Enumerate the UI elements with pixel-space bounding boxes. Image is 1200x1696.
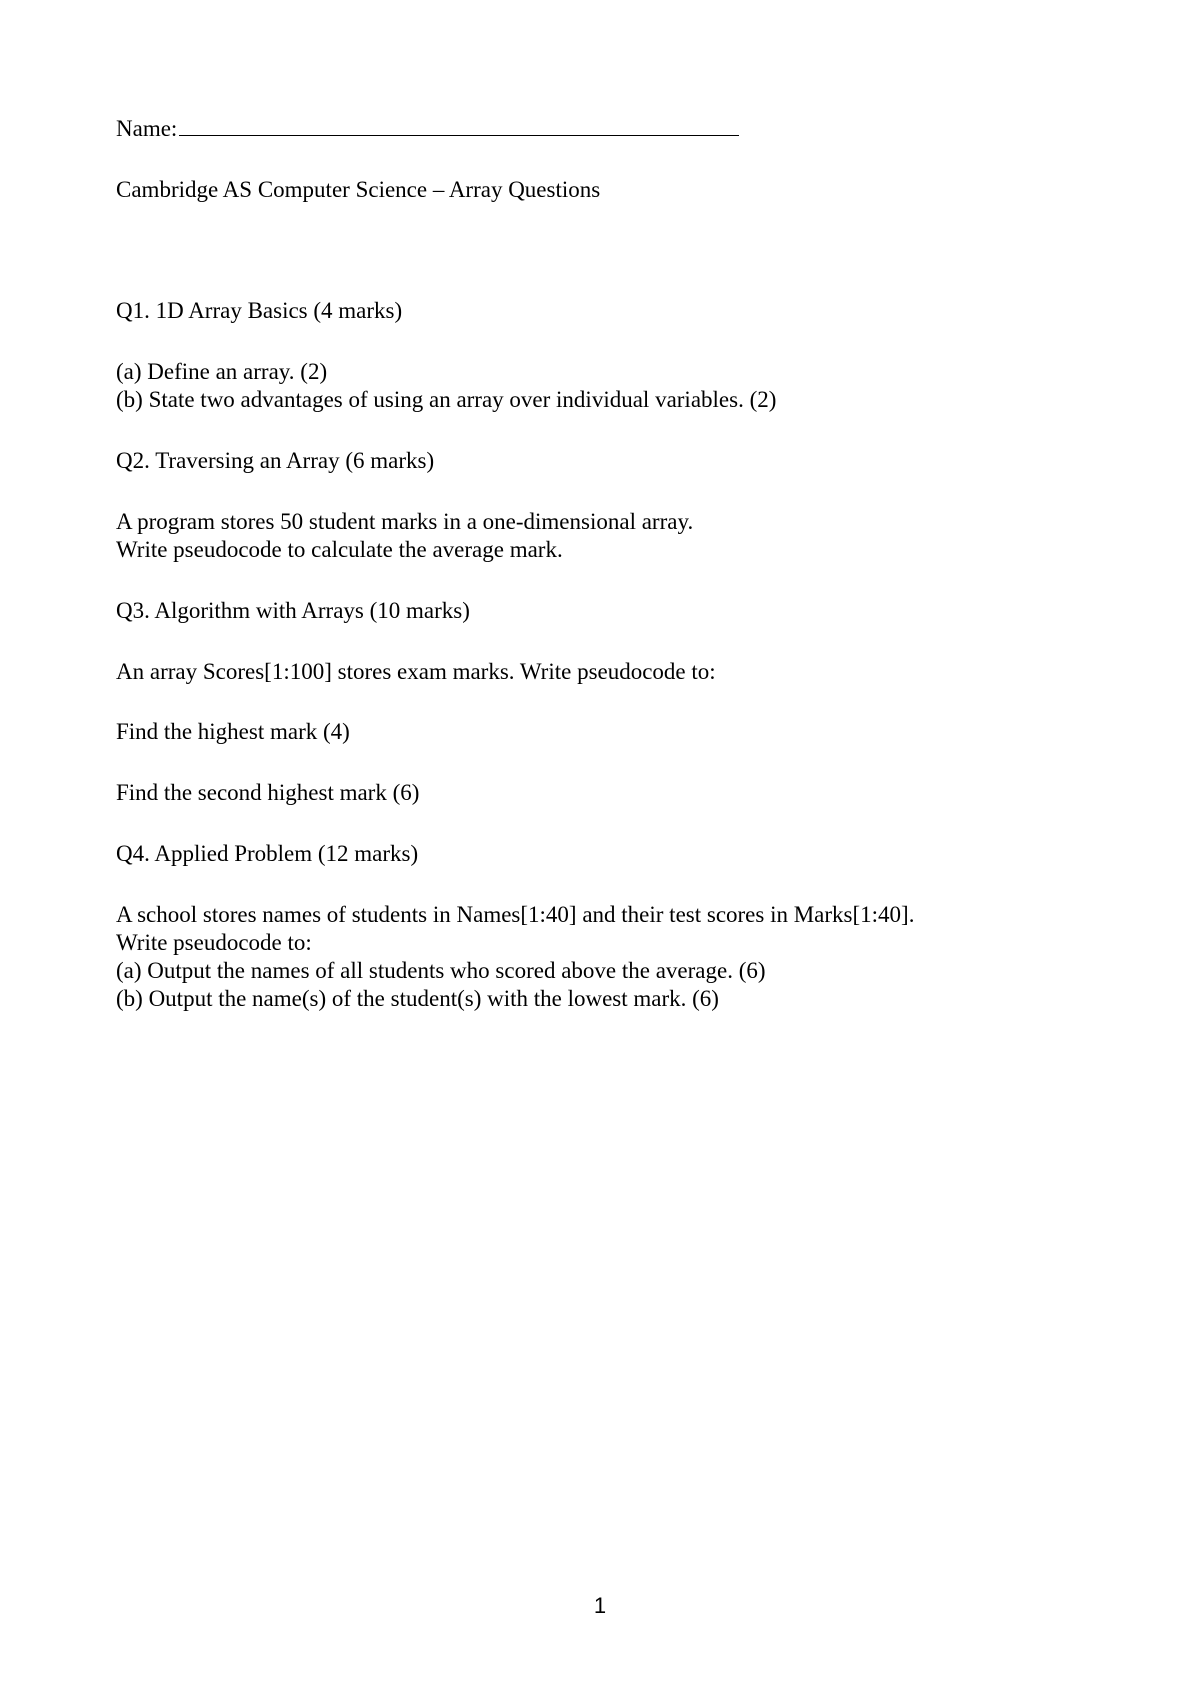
q2-line-1: A program stores 50 student marks in a one-dimensional array. [116,509,694,534]
q1-part-a: (a) Define an array. (2) [116,359,328,384]
q4-line-2: Write pseudocode to: [116,930,312,955]
q3-intro: An array Scores[1:100] stores exam marks. Write pseudocode to: [116,659,716,684]
q2-heading: Q2. Traversing an Array (6 marks) [116,448,435,473]
name-blank-line [179,117,739,136]
q4-part-a: (a) Output the names of all students who scored above the average. (6) [116,958,766,983]
q4-line-1: A school stores names of students in Names[1:40] and their test scores in Marks[1:40]. [116,902,915,927]
q3-task-2: Find the second highest mark (6) [116,780,420,805]
name-field-row [116,115,739,143]
page-number: 1 [593,1593,607,1618]
q1-heading: Q1. 1D Array Basics (4 marks) [116,298,403,323]
q3-task-1: Find the highest mark (4) [116,719,350,744]
q4-heading: Q4. Applied Problem (12 marks) [116,841,419,866]
q3-heading: Q3. Algorithm with Arrays (10 marks) [116,598,470,623]
name-label: Name: [116,116,178,141]
q1-part-b: (b) State two advantages of using an array over individual variables. (2) [116,387,777,412]
document-title: Cambridge AS Computer Science – Array Questions [116,177,601,202]
q2-line-2: Write pseudocode to calculate the average mark. [116,537,563,562]
q4-part-b: (b) Output the name(s) of the student(s) with the lowest mark. (6) [116,986,719,1011]
